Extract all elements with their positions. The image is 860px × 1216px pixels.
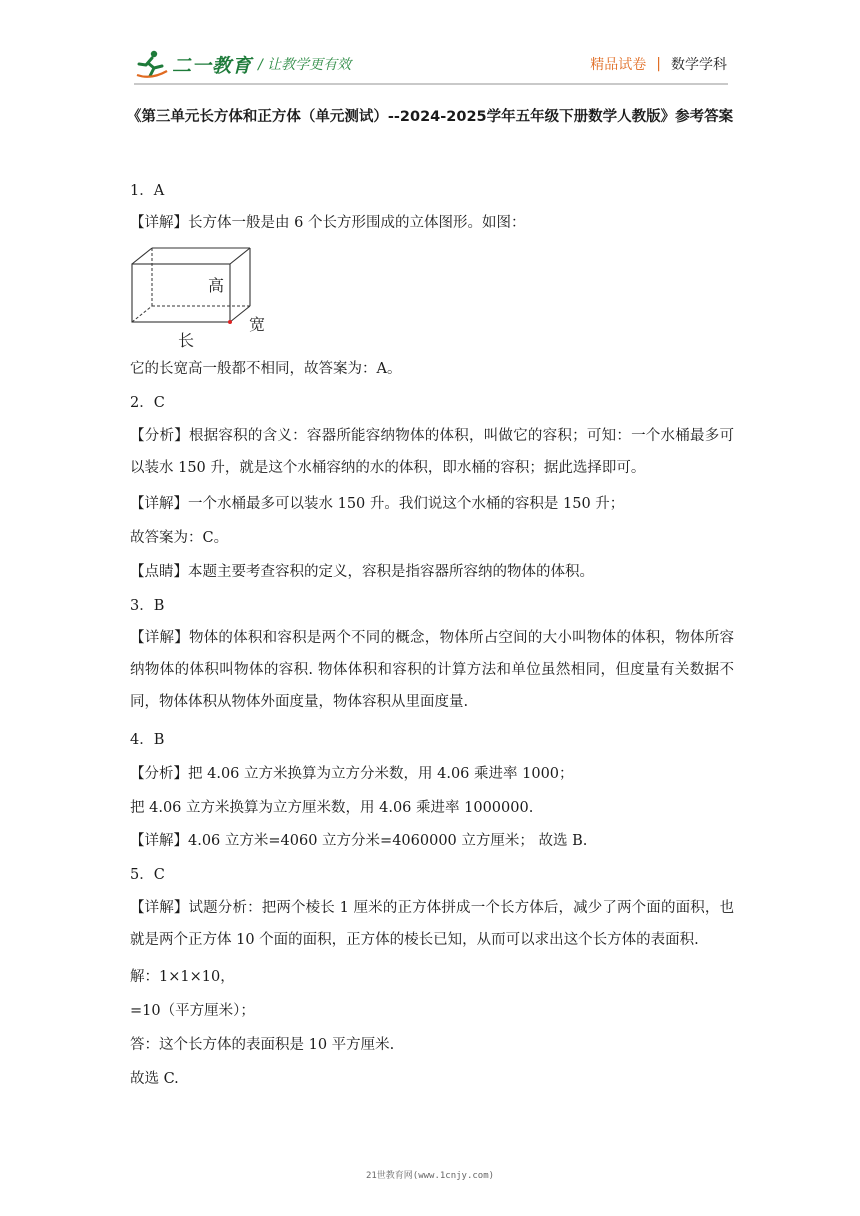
label-height: 高 (208, 276, 225, 295)
q2-answer: 故答案为：C。 (130, 530, 229, 546)
slogan: / 让教学更有效 (258, 57, 352, 73)
header-tag-premium: 精品试卷 (590, 57, 647, 73)
q2-detail: 【详解】一个水桶最多可以装水 150 升。我们说这个水桶的容积是 150 升； (130, 496, 625, 512)
q4-analysis-2: 把 4.06 立方米换算为立方厘米数，用 4.06 乘进率 1000000. (130, 800, 534, 816)
label-width: 宽 (249, 315, 266, 334)
logo-text: 二一教育 (172, 54, 253, 77)
q1-detail: 【详解】长方体一般是由 6 个长方形围成的立体图形。如图： (130, 215, 526, 231)
q3-detail: 【详解】物体的体积和容积是两个不同的概念，物体所占空间的大小叫物体的体积，物体所容纳物体的体积叫物体的容积. 物体体积和容积的计算方法和单位虽然相同，但度量有关数据不同，物体体积从物体外面度量，物体容积从里面度量. (130, 630, 734, 710)
header-divider (134, 83, 728, 85)
header-separator: | (656, 56, 661, 72)
q5-detail: 【详解】试题分析：把两个棱长 1 厘米的正方体拼成一个长方体后，减少了两个面的面积，也就是两个正方体 10 个面的面积，正方体的棱长已知，从而可以求出这个长方体的表面积. (130, 900, 734, 948)
logo (134, 48, 252, 80)
label-length: 长 (178, 331, 195, 350)
cuboid-figure (130, 244, 280, 350)
page-footer: 21世教育网(www.1cnjy.com) (365, 1171, 495, 1181)
q5-choice: 故选 C. (130, 1071, 179, 1087)
header-right (590, 54, 727, 74)
q2-comment: 【点睛】本题主要考查容积的定义，容积是指容器所容纳的物体的体积。 (130, 564, 594, 580)
answer-2: 2．C (130, 395, 165, 411)
q5-solution-2: =10（平方厘米）； (130, 1003, 255, 1019)
q5-solution-1: 解：1×1×10， (130, 969, 235, 985)
q1-conclusion: 它的长宽高一般都不相同，故答案为：A。 (130, 361, 402, 377)
header-tag-subject: 数学学科 (671, 57, 727, 73)
runner-logo-icon (134, 49, 168, 79)
q4-analysis: 【分析】把 4.06 立方米换算为立方分米数，用 4.06 乘进率 1000； (130, 766, 574, 782)
answer-3: 3．B (130, 598, 165, 614)
answer-1: 1．A (130, 183, 165, 199)
answer-4: 4．B (130, 732, 165, 748)
document-title: 《第三单元长方体和正方体（单元测试）--2024-2025学年五年级下册数学人教版》参考答案 (126, 109, 734, 125)
q2-analysis: 【分析】根据容积的含义：容器所能容纳物体的体积，叫做它的容积；可知：一个水桶最多可以装水 150 升，就是这个水桶容纳的水的体积，即水桶的容积；据此选择即可。 (130, 428, 734, 476)
page-header (0, 0, 860, 90)
answer-5: 5．C (130, 867, 165, 883)
q4-detail: 【详解】4.06 立方米=4060 立方分米=4060000 立方厘米； 故选 B. (130, 833, 588, 849)
q5-statement: 答：这个长方体的表面积是 10 平方厘米. (130, 1037, 395, 1053)
